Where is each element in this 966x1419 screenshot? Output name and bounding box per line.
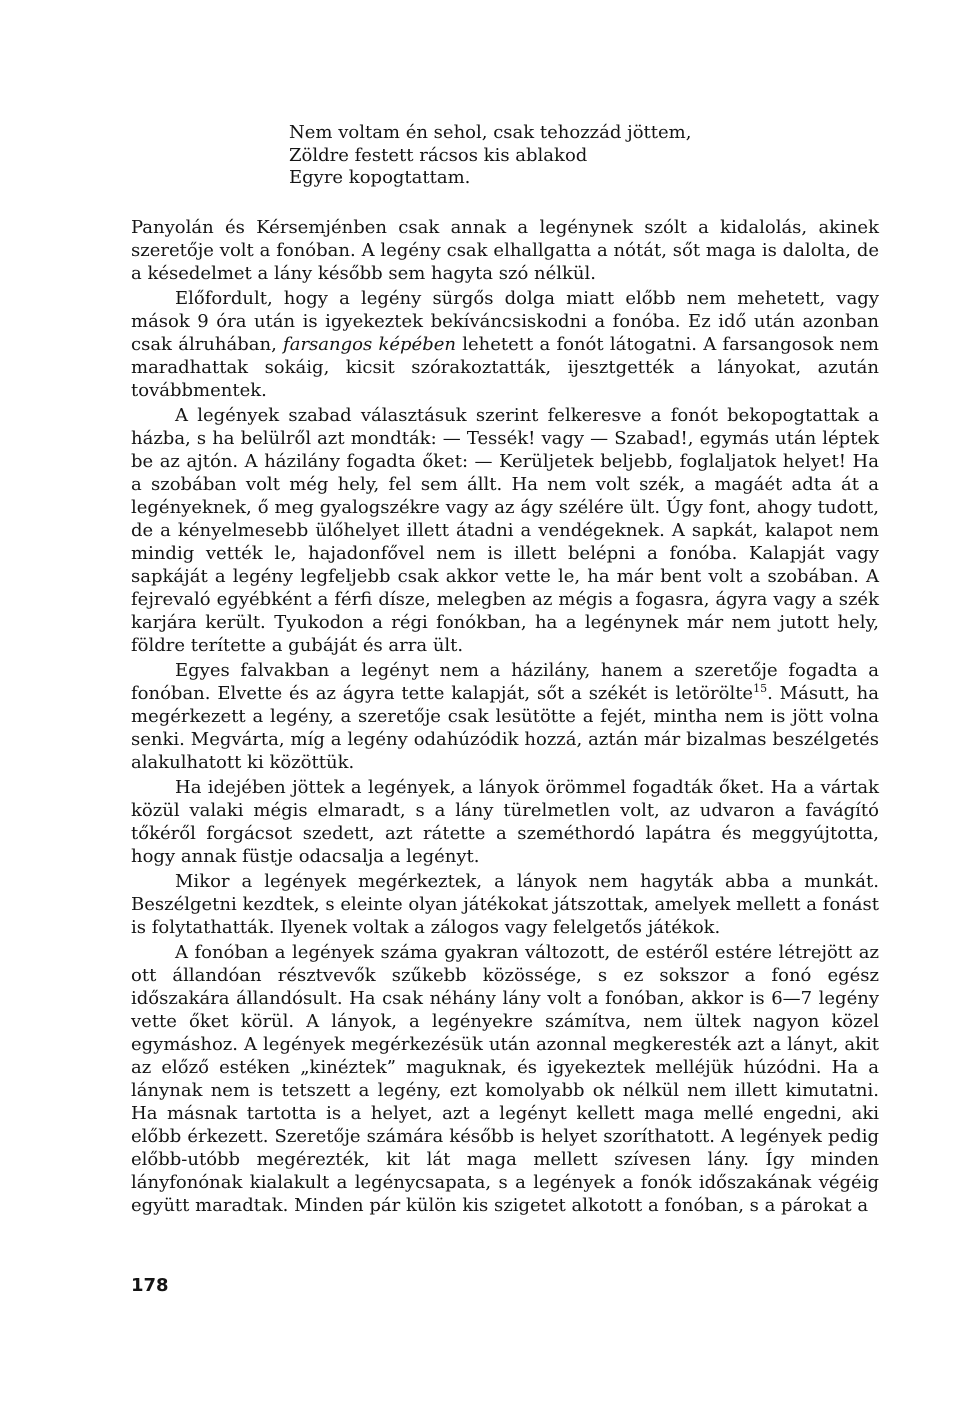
paragraph-text: Előfordult, hogy a legény sürgős dolga miatt előbb nem mehetett, vagy mások 9 óra után is igyekeztek bekíváncsiskodni a fonóba. Ez idő után azonban csak álruhában,	[131, 287, 879, 355]
page-body	[131, 122, 879, 1219]
italic-phrase: farsangos képében	[283, 333, 456, 355]
paragraph-text: Ha idejében jöttek a legények, a lányok örömmel fogadták őket. Ha a vártak közül valaki mégis elmaradt, s a lány türelmetlen volt, az udvaron a favágító tőkéről forgácsot szedett, azt rátette a szeméthordó lapátra és meggyújtotta, hogy annak füstje odacsalja a legényt.	[131, 776, 879, 867]
paragraph-text: A legények szabad választásuk szerint felkeresve a fonót bekopogtattak a házba, s ha belülről azt mondták: — Tessék! vagy — Szabad!, egymás után léptek be az ajtón. A házilány fogadta őket: — Kerüljetek beljebb, foglaljatok helyet! Ha a szobában volt még hely, fel sem állt. Ha nem volt szék, a magáét adta át a legényeknek, ő meg gyalogszékre vagy az ágy szélére ült. Úgy font, ahogy tudott, de a kényelmesebb ülőhelyet illett átadni a vendégeknek. A sapkát, kalapot nem mindig vették le, hajadonfővel nem is illett belépni a fonóba. Kalapját vagy sapkáját a legény legfeljebb csak akkor vette le, ha már bent volt a szobában. A fejrevaló egyébként a férfi dísze, melegben az mégis a fogasra, ágyra vagy a szék karjára került. Tyukodon a régi fonókban, ha a legénynek már nem jutott hely, földre terítette a gubáját és arra ült.	[131, 404, 879, 656]
paragraph-text: . Másutt, ha megérkezett a legény, a szeretője csak lesütötte a fejét, mintha nem is jött volna senki. Megvárta, míg a legény odahúzódik hozzá, aztán már bizalmas beszélgetés alakulhatott ki közöttük.	[131, 682, 879, 773]
paragraph	[131, 659, 879, 774]
paragraph-text: Mikor a legények megérkeztek, a lányok nem hagyták abba a munkát. Beszélgetni kezdtek, s eleinte olyan játékokat játszottak, amelyek mellett a fonást is folytathatták. Ilyenek voltak a zálogos vagy felelgetős játékok.	[131, 870, 879, 938]
paragraph-text: A fonóban a legények száma gyakran változott, de estéről estére létrejött az ott állandóan résztvevők szűkebb közössége, s ez sokszor a fonó egész időszakára állandósult. Ha csak néhány lány volt a fonóban, akkor is 6—7 legény vette őket körül. A lányok, a legényekre számítva, nem ültek nagyon közel egymáshoz. A legények megérkezésük után azonnal megkeresték azt a lányt, akit az előző estéken „kinéztek” maguknak, és igyekeztek melléjük húzódni. Ha a lánynak nem is tetszett a legény, ezt komolyabb ok nélkül nem illett kimutatni. Ha másnak tartotta is a helyet, azt a legényt kellett maga mellé engedni, aki előbb érkezett. Szeretője számára később is helyet szoríthatott. A legények pedig előbb-utóbb megérezték, kit lát maga mellett szívesen lány. Így minden lányfonónak kialakult a legénycsapata, s a legények a fonók időszakának végéig együtt maradtak. Minden pár külön kis szigetet alkotott a fonóban, s a párokat a	[131, 941, 879, 1216]
verse-line: Egyre kopogtattam.	[289, 167, 471, 188]
footnote-marker: 15	[753, 681, 768, 695]
paragraph	[131, 870, 879, 939]
paragraph	[131, 404, 879, 657]
paragraph	[131, 941, 879, 1217]
verse-block	[289, 122, 879, 190]
paragraph-text: Panyolán és Kérsemjénben csak annak a legénynek szólt a kidalolás, akinek szeretője volt a fonóban. A legény csak elhallgatta a nótát, sőt maga is dalolta, de a késedelmet a lány később sem hagyta szó nélkül.	[131, 216, 879, 284]
page-number: 178	[131, 1275, 169, 1296]
paragraph	[131, 287, 879, 402]
verse-line: Nem voltam én sehol, csak tehozzád jöttem,	[289, 122, 692, 143]
paragraph	[131, 776, 879, 868]
paragraph	[131, 216, 879, 285]
paragraph-text: lehetett a fonót látogatni. A farsangosok nem maradhattak sokáig, kicsit szórakoztatták, ijesztgették a lányokat, azután továbbmentek.	[131, 333, 879, 401]
verse-line: Zöldre festett rácsos kis ablakod	[289, 144, 588, 166]
paragraph-text: Egyes falvakban a legényt nem a házilány, hanem a szeretője fogadta a fonóban. Elvette és az ágyra tette kalapját, sőt a székét is letörölte	[131, 659, 879, 704]
